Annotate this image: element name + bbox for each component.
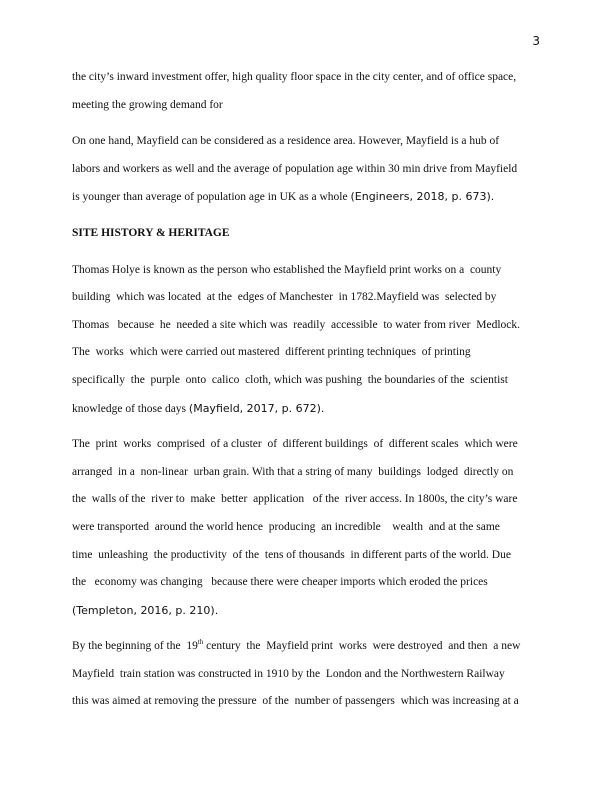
- text-segment: century the Mayfield print works were destroyed and then a new: [203, 640, 521, 653]
- paragraph-5: [72, 633, 542, 716]
- text-line: building which was located at the edges of Manchester in 1782.Mayfield was selected by: [72, 291, 497, 304]
- paragraph-1: [72, 64, 542, 119]
- superscript: th: [197, 638, 204, 647]
- citation: (Templeton, 2016, p. 210).: [72, 603, 219, 617]
- text-line-with-citation: [72, 183, 542, 211]
- text-line: The print works comprised of a cluster of different buildings of different scales which were: [72, 438, 518, 451]
- text-line: the walls of the river to make better application of the river access. In 1800s, the city’s ware: [72, 493, 518, 506]
- document-body: [72, 64, 542, 725]
- text-line: labors and workers as well and the average of population age within 30 min drive from Mayfield: [72, 162, 518, 175]
- paragraph-2: [72, 128, 542, 211]
- text-line: The works which were carried out mastered different printing techniques of printing: [72, 346, 471, 359]
- text-line: Thomas because he needed a site which was readily accessible to water from river Medlock.: [72, 318, 521, 331]
- text-segment: knowledge of those days: [72, 402, 189, 415]
- text-line-with-superscript: [72, 633, 542, 661]
- text-line: Mayfield train station was constructed in 1910 by the London and the Northwestern Railway: [72, 667, 505, 680]
- text-line: specifically the purple onto calico cloth, which was pushing the boundaries of the scientist: [72, 373, 508, 386]
- text-line: Thomas Holye is known as the person who established the Mayfield print works on a county: [72, 263, 502, 276]
- text-segment: By the beginning of the 19: [72, 640, 198, 653]
- page-number: 3: [532, 34, 540, 48]
- citation: (Mayfield, 2017, p. 672).: [188, 401, 325, 415]
- text-segment: is younger than average of population age in UK as a whole: [72, 191, 351, 204]
- text-line: meeting the growing demand for: [72, 98, 223, 111]
- text-line-with-citation: [72, 395, 542, 423]
- paragraph-3: [72, 257, 542, 423]
- text-line: time unleashing the productivity of the tens of thousands in different parts of the world. Due: [72, 548, 511, 561]
- section-heading: SITE HISTORY & HERITAGE: [72, 226, 230, 239]
- text-line: arranged in a non-linear urban grain. With that a string of many buildings lodged directly on: [72, 465, 514, 478]
- paragraph-4: [72, 431, 542, 624]
- text-line: the city’s inward investment offer, high quality floor space in the city center, and of office space,: [72, 71, 517, 83]
- text-line: this was aimed at removing the pressure of the number of passengers which was increasing at a: [72, 695, 519, 708]
- text-line: the economy was changing because there were cheaper imports which eroded the prices: [72, 576, 488, 589]
- citation: (Engineers, 2018, p. 673).: [350, 190, 495, 204]
- text-line: On one hand, Mayfield can be considered as a residence area. However, Mayfield is a hub of: [72, 135, 500, 148]
- text-line: were transported around the world hence producing an incredible wealth and at the same: [72, 520, 500, 533]
